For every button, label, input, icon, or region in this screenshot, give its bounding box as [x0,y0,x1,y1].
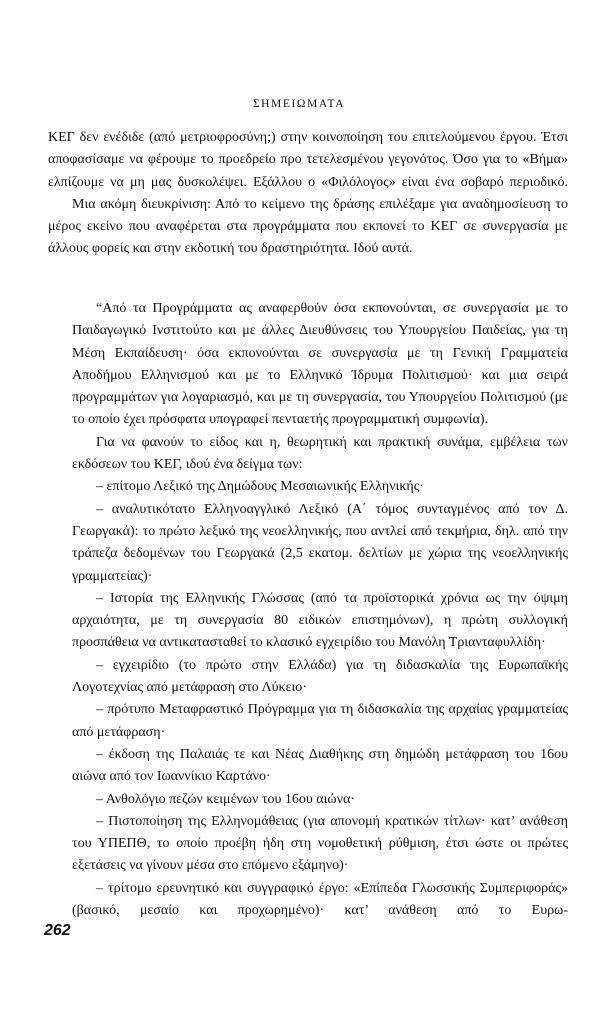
list-item: – αναλυτικότατο Ελληνοαγγλικό Λεξικό (Α΄ τόμος συνταγμένος από τον Δ. Γεωργακά): το πρώτο λεξικό της νεοελληνικής, που αντλεί από τεκμήρια, δηλ. από την τράπεζα δεδομένων του Γεωργακά (2,5 εκατομ. δελτίων με χώρια της νεοελληνικής γραμματείας)· [72,501,568,584]
quote-paragraph-1: “Από τα Προγράμματα ας αναφερθούν όσα εκπονούνται, σε συνεργασία με το Παιδαγωγικό Ινστιτούτο και με άλλες Διευθύνσεις του Υπουργείου Παιδείας, για τη Μέση Εκπαίδευση· όσα εκπονούνται σε συνεργασία με τη Γενική Γραμματεία Αποδήμου Ελληνισμού και με το Ελληνικό Ίδρυμα Πολιτισμού· και μια σειρά προγραμμάτων για λογαριασμό, και με τη συνεργασία, του Υπουργείου Πολιτισμού (με το οποίο έχει πρόσφατα υπογραφεί πενταετής προγραμματική συμφωνία). [72,301,568,428]
running-header: ΣΗΜΕΙΩΜΑΤΑ [252,98,346,110]
intro-text [48,127,568,261]
list-item: – έκδοση της Παλαιάς τε και Νέας Διαθήκης στη δημώδη μετάφραση του 16ου αιώνα από τον Ιωαννίκιο Καρτάνο· [72,746,568,785]
list-item: – επίτομο Λεξικό της Δημώδους Μεσαιωνικής Ελληνικής· [96,479,424,495]
list-item: – Ανθολόγιο πεζών κειμένων του 16ου αιώνα· [96,791,355,807]
page-number: 262 [44,922,71,939]
list-item: – Πιστοποίηση της Ελληνομάθειας (για απονομή κρατικών τίτλων· κατ’ ανάθεση του ΥΠΕΠΘ, το οποίο προέβη ήδη στη νομοθετική ρύθμιση, έτσι ώστε οι πρώτες εξετάσεις να γίνουν μέσα στο επόμενο εξάμηνο)· [72,813,568,874]
intro-paragraph-2: Μια ακόμη διευκρίνιση: Από το κείμενο της δράσης επιλέξαμε για αναδημοσίευση το μέρος εκείνο που αναφέρεται στα προγράμματα που εκπονεί το ΚΕΓ σε συνεργασία με άλλους φορείς και στην εκδοτική του δραστηριότητα. Ιδού αυτά. [48,196,568,257]
list-item: – Ιστορία της Ελληνικής Γλώσσας (από τα προϊστορικά χρόνια ως την όψιμη αρχαιότητα, με τη συνεργασία 80 ειδικών επιστημόνων), η πρώτη συλλογική προσπάθεια να αντικατασταθεί το κλασικό εγχειρίδιο του Μανόλη Τριανταφυλλίδη· [72,590,568,651]
quote-paragraph-2: Για να φανούν το είδος και η, θεωρητική και πρακτική συνάμα, εμβέλεια των εκδόσεων του ΚΕΓ, ιδού ένα δείγμα των: [72,434,568,473]
intro-paragraph-1: ΚΕΓ δεν ενέδιδε (από μετριοφροσύνη;) στην κοινοποίηση του επιτελούμενου έργου. Έτσι αποφασίσαμε να φέρουμε το προεδρείο προ τετελεσμένου γεγονότος. Όσο για το «Βήμα» ελπίζουμε να μη μας δυσκολέψει. Εξάλλου ο «Φιλόλογος» είναι ένα σοβαρό περιοδικό. [48,130,568,190]
list-item: – τρίτομο ερευνητικό και συγγραφικό έργο: «Επίπεδα Γλωσσικής Συμπεριφοράς» (βασικό, μεσαίο και προχωρημένο)· κατ’ ανάθεση από το Ευρω- [72,880,568,919]
quoted-text [72,298,568,922]
list-item: – πρότυπο Μεταφραστικό Πρόγραμμα για τη διδασκαλία της αρχαίας γραμματείας από μετάφραση· [72,702,568,740]
list-item: – εγχειρίδιο (το πρώτο στην Ελλάδα) για τη διδασκαλία της Ευρωπαϊκής Λογοτεχνίας από μετάφραση στο Λύκειο· [72,657,568,696]
